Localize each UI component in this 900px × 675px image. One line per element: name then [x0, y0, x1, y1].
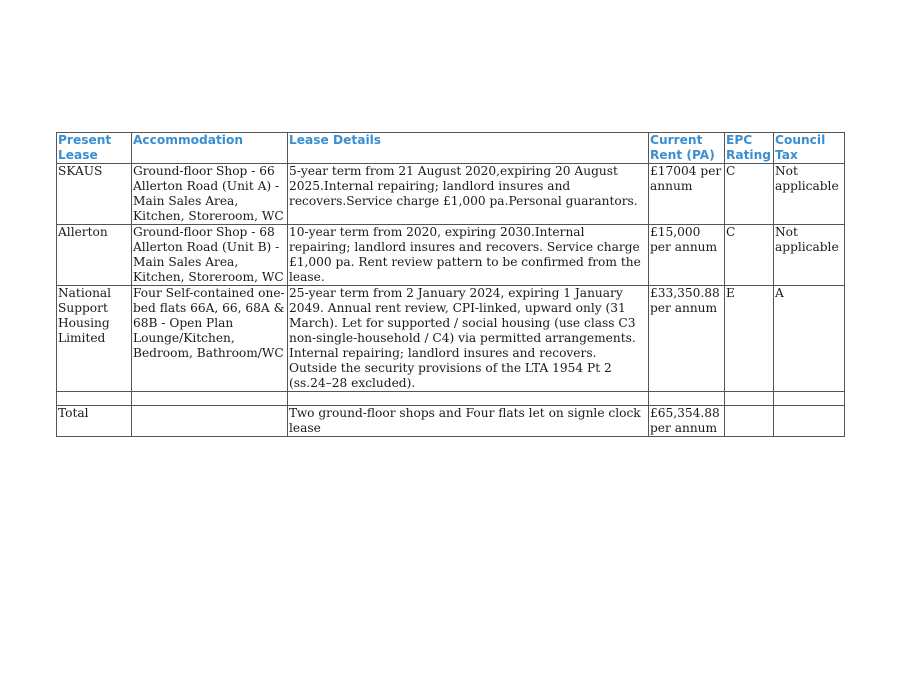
table-row — [57, 286, 845, 392]
cell-current-rent: £15,000 per annum — [649, 225, 725, 286]
header-accommodation: Accommodation — [132, 133, 288, 164]
total-epc-rating — [725, 406, 774, 437]
cell-present-lease: SKAUS — [57, 164, 132, 225]
table-header-row — [57, 133, 845, 164]
header-present-lease: Present Lease — [57, 133, 132, 164]
total-accommodation — [132, 406, 288, 437]
table-row — [57, 164, 845, 225]
total-current-rent: £65,354.88 per annum — [649, 406, 725, 437]
total-lease-details: Two ground-floor shops and Four flats let on signle clock lease — [288, 406, 649, 437]
cell-lease-details: 25-year term from 2 January 2024, expiring 1 January 2049. Annual rent review, CPI-linked, upward only (31 March). Let for supported / social housing (use class C3 non-single-household / C4) via permitted arrangements. Internal repairing; landlord insures and recovers. Outside the security provisions of the LTA 1954 Pt 2 (ss.24–28 excluded). — [288, 286, 649, 392]
cell-present-lease: National Support Housing Limited — [57, 286, 132, 392]
cell-council-tax: Not applicable — [774, 164, 845, 225]
total-council-tax — [774, 406, 845, 437]
cell-council-tax: Not applicable — [774, 225, 845, 286]
total-label: Total — [57, 406, 132, 437]
header-council-tax: Council Tax — [774, 133, 845, 164]
header-epc-rating: EPC Rating — [725, 133, 774, 164]
cell-lease-details: 5-year term from 21 August 2020,expiring 20 August 2025.Internal repairing; landlord insures and recovers.Service charge £1,000 pa.Personal guarantors. — [288, 164, 649, 225]
empty-cell — [774, 392, 845, 406]
cell-accommodation: Four Self-contained one-bed flats 66A, 66, 68A & 68B - Open Plan Lounge/Kitchen, Bedroom, Bathroom/WC — [132, 286, 288, 392]
empty-cell — [288, 392, 649, 406]
table-row — [57, 225, 845, 286]
cell-accommodation: Ground-floor Shop - 68 Allerton Road (Unit B) - Main Sales Area, Kitchen, Storeroom, WC — [132, 225, 288, 286]
cell-epc-rating: C — [725, 164, 774, 225]
cell-epc-rating: C — [725, 225, 774, 286]
empty-cell — [649, 392, 725, 406]
tenancy-schedule-table — [56, 132, 845, 437]
cell-lease-details: 10-year term from 2020, expiring 2030.Internal repairing; landlord insures and recovers. Service charge £1,000 pa. Rent review pattern to be confirmed from the lease. — [288, 225, 649, 286]
cell-current-rent: £17004 per annum — [649, 164, 725, 225]
cell-current-rent: £33,350.88 per annum — [649, 286, 725, 392]
cell-present-lease: Allerton — [57, 225, 132, 286]
cell-accommodation: Ground-floor Shop - 66 Allerton Road (Unit A) - Main Sales Area, Kitchen, Storeroom, WC — [132, 164, 288, 225]
cell-council-tax: A — [774, 286, 845, 392]
header-lease-details: Lease Details — [288, 133, 649, 164]
header-current-rent: Current Rent (PA) — [649, 133, 725, 164]
empty-cell — [57, 392, 132, 406]
empty-cell — [725, 392, 774, 406]
empty-cell — [132, 392, 288, 406]
total-row — [57, 406, 845, 437]
empty-spacer-row — [57, 392, 845, 406]
cell-epc-rating: E — [725, 286, 774, 392]
